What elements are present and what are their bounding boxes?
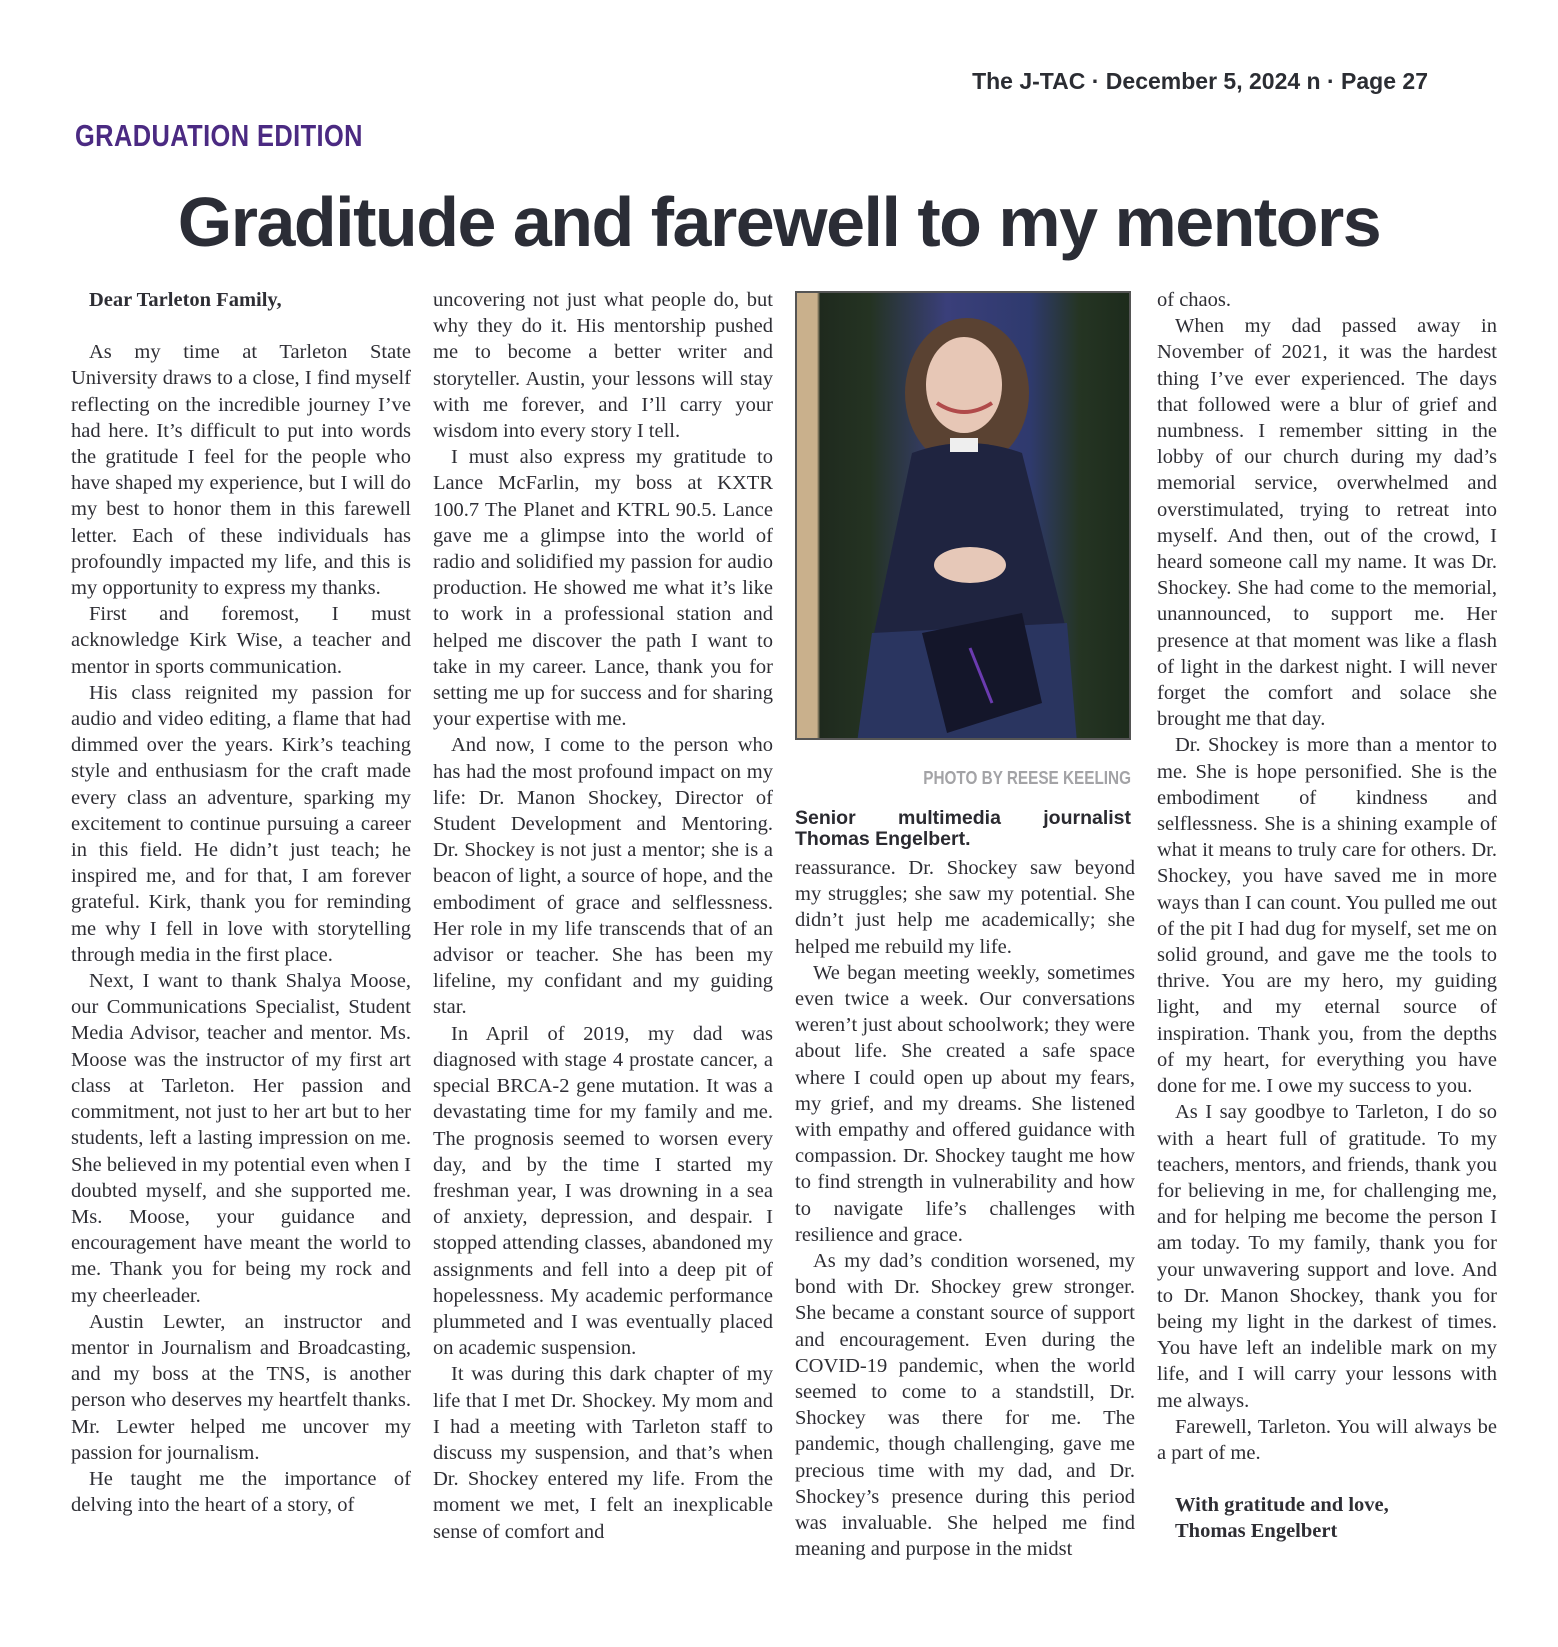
photo-caption: Senior multimedia journalist Thomas Engelbert. (795, 807, 1131, 850)
paragraph: Austin Lewter, an instructor and mentor in Journalism and Broadcasting, and my boss at the TNS, is another person who deserves my heartfelt thanks. Mr. Lewter helped me uncover my passion for journalism. (71, 1310, 411, 1464)
article-column-2 (433, 287, 773, 1545)
page-folio: The J-TAC · December 5, 2024 n · Page 27 (972, 68, 1428, 94)
paragraph: His class reignited my passion for audio and video editing, a flame that had dimmed over the years. Kirk’s teaching style and enthusiasm for the craft made every class an adventure, sparking my excitement to continue pursuing a career in this field. He didn’t just teach; he inspired me, and for that, I am forever grateful. Kirk, thank you for reminding me why I fell in love with storytelling through media in the first place. (71, 681, 411, 966)
salutation: Dear Tarleton Family, (89, 289, 282, 311)
section-label: GRADUATION EDITION (75, 118, 363, 153)
paragraph: When my dad passed away in November of 2021, it was the hardest thing I’ve ever experienced. The days that followed were a blur of grief and numbness. I remember sitting in the lobby of our church during my dad’s memorial service, overwhelmed and overstimulated, trying to retreat into myself. And then, out of the crowd, I heard someone call my name. It was Dr. Shockey. She had come to the memorial, unannounced, to support me. Her presence at that moment was like a flash of light in the darkest night. I will never forget the comfort and solace she brought me that day. (1157, 315, 1497, 731)
article-column-1 (71, 287, 411, 1518)
paragraph: As my dad’s condition worsened, my bond with Dr. Shockey grew stronger. She became a constant source of support and encouragement. Even during the COVID-19 pandemic, when the world seemed to come to a standstill, Dr. Shockey was there for me. The pandemic, though challenging, gave me precious time with my dad, and Dr. Shockey’s presence during this period was invaluable. She helped me find meaning and purpose in the midst (795, 1250, 1135, 1561)
graduate-photo (795, 291, 1131, 740)
article-column-4 (1157, 287, 1497, 1545)
paragraph: In April of 2019, my dad was diagnosed with stage 4 prostate cancer, a special BRCA-2 gene mutation. It was a devastating time for my family and me. The prognosis seemed to worsen every day, and by the time I started my freshman year, I was drowning in a sea of anxiety, depression, and despair. I stopped attending classes, abandoned my assignments and fell into a deep pit of hopelessness. My academic performance plummeted and I was eventually placed on academic suspension. (433, 1022, 773, 1360)
paragraph: And now, I come to the person who has had the most profound impact on my life: Dr. Manon Shockey, Director of Student Development and Mentoring. Dr. Shockey is not just a mentor; she is a beacon of light, a source of hope, and the embodiment of grace and selflessness. Her role in my life transcends that of an advisor or teacher. She has been my lifeline, my confidant and my guiding star. (433, 734, 773, 1019)
paragraph: I must also express my gratitude to Lance McFarlin, my boss at KXTR 100.7 The Planet and KTRL 90.5. Lance gave me a glimpse into the world of radio and solidified my passion for audio production. He showed me what it’s like to work in a professional station and helped me discover the path I want to take in my career. Lance, thank you for setting me up for success and for sharing your expertise with me. (433, 446, 773, 731)
article-column-3 (795, 855, 1135, 1562)
paragraph: As my time at Tarleton State University draws to a close, I find myself reflecting on the incredible journey I’ve had here. It’s difficult to put into words the gratitude I feel for the people who have shaped my experience, but I will do my best to honor them in this farewell letter. Each of these individuals has profoundly impacted my life, and this is my opportunity to express my thanks. (71, 341, 411, 600)
paragraph: He taught me the importance of delving into the heart of a story, of (71, 1467, 411, 1517)
photo-credit: PHOTO BY REESE KEELING (923, 768, 1131, 788)
paragraph-continued: uncovering not just what people do, but why they do it. His mentorship pushed me to become a better writer and storyteller. Austin, your lessons will stay with me forever, and I’ll carry your wisdom into every story I tell. (433, 289, 773, 443)
signoff: With gratitude and love, (1175, 1494, 1389, 1517)
person-photo-icon (852, 303, 1082, 740)
paragraph: We began meeting weekly, sometimes even twice a week. Our conversations weren’t just about schoolwork; they were about life. She created a safe space where I could open up about my fears, my grief, and my dreams. She listened with empathy and offered guidance with compassion. Dr. Shockey taught me how to find strength in vulnerability and how to navigate life’s challenges with resilience and grace. (795, 961, 1135, 1246)
paragraph: It was during this dark chapter of my life that I met Dr. Shockey. My mom and I had a meeting with Tarleton staff to discuss my suspension, and that’s when Dr. Shockey entered my life. From the moment we met, I felt an inexplicable sense of comfort and (433, 1363, 773, 1543)
paragraph: Next, I want to thank Shalya Moose, our Communications Specialist, Student Media Advisor, teacher and mentor. Ms. Moose was the instructor of my first art class at Tarleton. Her passion and commitment, not just to her art but to her students, left a lasting impression on me. She believed in my potential even when I doubted myself, and she supported me. Ms. Moose, your guidance and encouragement have meant the world to me. Thank you for being my rock and my cheerleader. (71, 970, 411, 1307)
paragraph: As I say goodbye to Tarleton, I do so with a heart full of gratitude. To my teachers, mentors, and friends, thank you for believing in me, for challenging me, and for helping me become the person I am today. To my family, thank you for your unwavering support and love. And to Dr. Manon Shockey, thank you for being my light in the darkest of times. You have left an indelible mark on my life, and I will carry your lessons with me always. (1157, 1101, 1497, 1412)
paragraph: Dr. Shockey is more than a mentor to me. She is hope personified. She is the embodiment of kindness and selflessness. She is a shining example of what it means to truly care for others. Dr. Shockey, you have saved me in more ways than I can count. You pulled me out of the pit I had dug for myself, set me on solid ground, and gave me the tools to thrive. You are my hero, my guiding light, and my eternal source of inspiration. Thank you, from the depths of my heart, for everything you have done for me. I owe my success to you. (1157, 734, 1497, 1098)
author-name: Thomas Engelbert (1175, 1520, 1338, 1543)
paragraph-continued: reassurance. Dr. Shockey saw beyond my struggles; she saw my potential. She didn’t just help me academically; she helped me rebuild my life. (795, 857, 1135, 958)
paragraph-continued: of chaos. (1157, 289, 1232, 311)
paragraph: First and foremost, I must acknowledge Kirk Wise, a teacher and mentor in sports communication. (71, 603, 411, 678)
paragraph: Farewell, Tarleton. You will always be a part of me. (1157, 1415, 1497, 1464)
headline: Graditude and farewell to my mentors (177, 183, 1381, 261)
